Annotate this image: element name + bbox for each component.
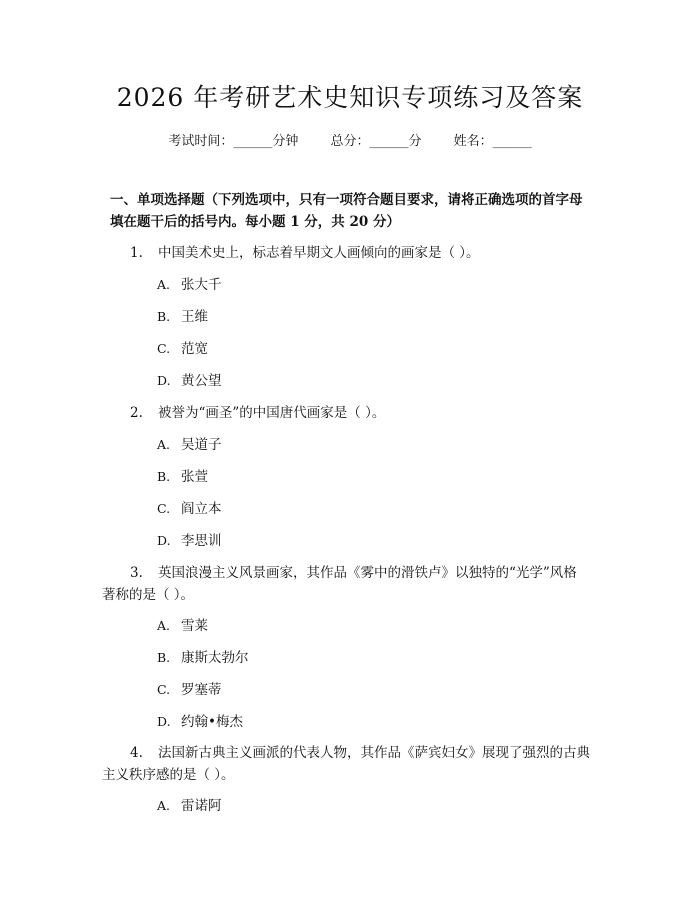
question-3-option-d xyxy=(157,712,243,732)
option-text: 王维 xyxy=(181,309,208,325)
question-number: 2. xyxy=(130,405,143,421)
section-heading xyxy=(110,189,590,233)
option-text: 雪莱 xyxy=(181,618,208,634)
question-3-option-b xyxy=(157,648,249,668)
question-2-option-d xyxy=(157,531,222,551)
question-text: 英国浪漫主义风景画家，其作品《雾中的滑铁卢》以独特的“光学”风格 xyxy=(158,565,577,581)
exam-time-field: 考试时间：______分钟 xyxy=(168,134,299,149)
question-1 xyxy=(130,242,592,265)
option-letter: A. xyxy=(157,798,171,813)
option-letter: B. xyxy=(157,650,171,665)
option-letter: A. xyxy=(157,437,171,452)
question-1-option-d xyxy=(157,371,222,391)
option-text: 康斯太勃尔 xyxy=(181,650,249,666)
question-1-option-a xyxy=(157,275,222,295)
option-text: 黄公望 xyxy=(181,373,222,389)
question-1-option-c xyxy=(157,339,208,359)
option-letter: C. xyxy=(157,341,171,356)
option-text: 李思训 xyxy=(181,533,222,549)
question-3 xyxy=(130,562,592,585)
option-letter: D. xyxy=(157,533,171,548)
option-text: 范宽 xyxy=(181,341,208,357)
exam-meta-line xyxy=(0,133,700,151)
option-text: 张大千 xyxy=(181,277,222,293)
option-text: 约翰•梅杰 xyxy=(181,714,243,730)
section-heading-line-1: 一、单项选择题（下列选项中，只有一项符合题目要求，请将正确选项的首字母 xyxy=(110,192,583,208)
question-number: 4. xyxy=(130,745,143,761)
option-letter: A. xyxy=(157,277,171,292)
page-title: 2026 年考研艺术史知识专项练习及答案 xyxy=(116,83,584,112)
question-3-option-c xyxy=(157,680,222,700)
name-field: 姓名：______ xyxy=(453,134,532,149)
option-letter: B. xyxy=(157,469,171,484)
question-text-continued: 著称的是（ ）。 xyxy=(102,587,195,603)
question-2-option-c xyxy=(157,499,222,519)
option-letter: C. xyxy=(157,682,171,697)
option-letter: D. xyxy=(157,714,171,729)
option-text: 吴道子 xyxy=(181,437,222,453)
question-text: 法国新古典主义画派的代表人物，其作品《萨宾妇女》展现了强烈的古典 xyxy=(158,745,590,761)
option-text: 张萱 xyxy=(181,469,208,485)
question-4-continuation xyxy=(102,764,564,787)
option-letter: B. xyxy=(157,309,171,324)
option-text: 阎立本 xyxy=(181,501,222,517)
question-2-option-a xyxy=(157,435,222,455)
question-3-option-a xyxy=(157,616,208,636)
question-3-continuation xyxy=(102,584,564,607)
question-1-option-b xyxy=(157,307,208,327)
question-4-option-a xyxy=(157,796,222,816)
question-text-continued: 主义秩序感的是（ ）。 xyxy=(102,767,235,783)
question-4 xyxy=(130,742,592,765)
option-text: 雷诺阿 xyxy=(181,798,222,814)
question-text: 中国美术史上，标志着早期文人画倾向的画家是（ ）。 xyxy=(158,245,480,261)
question-2 xyxy=(130,402,592,425)
question-text: 被誉为“画圣”的中国唐代画家是（ ）。 xyxy=(158,405,386,421)
total-score-field: 总分：______分 xyxy=(330,134,422,149)
option-letter: A. xyxy=(157,618,171,633)
question-number: 3. xyxy=(130,565,143,581)
option-letter: D. xyxy=(157,373,171,388)
question-2-option-b xyxy=(157,467,208,487)
question-number: 1. xyxy=(130,245,143,261)
option-letter: C. xyxy=(157,501,171,516)
section-heading-line-2: 填在题干后的括号内。每小题 1 分，共 20 分） xyxy=(110,214,400,230)
option-text: 罗塞蒂 xyxy=(181,682,222,698)
